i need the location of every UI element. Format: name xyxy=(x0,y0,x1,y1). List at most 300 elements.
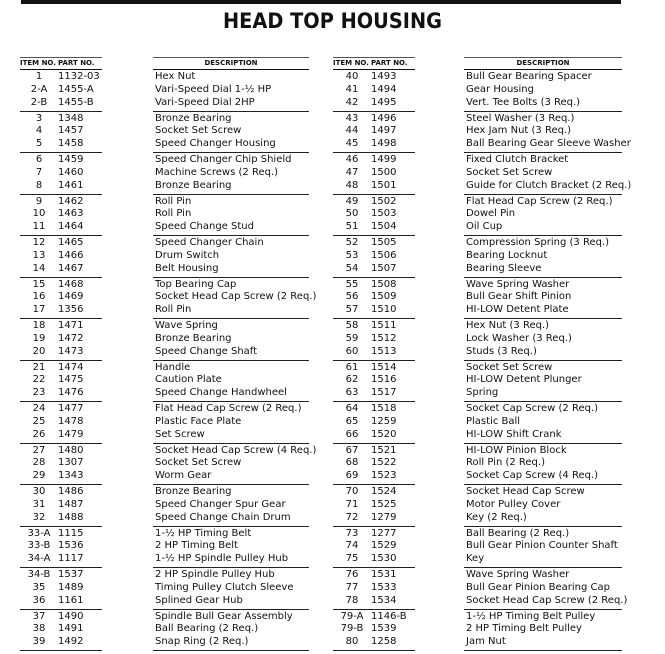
item-no: 51 xyxy=(345,221,359,233)
part-no: 1524 xyxy=(371,486,397,497)
part-group xyxy=(153,195,309,237)
part-description: Caution Plate xyxy=(155,374,222,386)
table-row xyxy=(153,221,309,234)
item-no: 68 xyxy=(345,457,359,469)
part-no-header: PART NO. xyxy=(371,59,408,67)
item-no: 24 xyxy=(32,403,46,414)
part-group xyxy=(153,610,309,652)
table-row xyxy=(153,154,309,167)
part-description: Speed Changer Spur Gear xyxy=(155,498,286,510)
part-group xyxy=(464,278,622,320)
part-no: 1536 xyxy=(58,540,84,552)
part-group xyxy=(20,153,102,195)
table-row xyxy=(20,445,102,458)
part-no: 1348 xyxy=(58,112,84,124)
part-no: 1488 xyxy=(58,511,84,523)
part-no: 1117 xyxy=(58,553,84,565)
part-description: Snap Ring (2 Req.) xyxy=(155,636,249,648)
part-description: Speed Change Chain Drum xyxy=(155,511,291,523)
item-no: 28 xyxy=(32,457,46,469)
table-row xyxy=(20,486,102,499)
table-row xyxy=(464,512,622,525)
table-row xyxy=(333,553,415,566)
part-group xyxy=(20,278,102,320)
table-row xyxy=(333,71,415,84)
table-row xyxy=(20,97,102,110)
table-row xyxy=(464,611,622,624)
table-row xyxy=(153,512,309,525)
part-no: 1258 xyxy=(371,636,397,648)
item-no: 50 xyxy=(345,208,359,220)
table-row xyxy=(333,362,415,375)
part-group xyxy=(333,236,415,278)
table-row xyxy=(333,445,415,458)
table-row xyxy=(464,374,622,387)
table-row xyxy=(464,179,632,193)
part-description: 2 HP Timing Belt Pulley xyxy=(466,623,582,635)
item-no: 62 xyxy=(345,374,359,386)
table-row xyxy=(153,196,309,209)
table-row xyxy=(20,291,102,304)
part-description: Socket Set Screw xyxy=(155,457,242,469)
part-description: Top Bearing Cap xyxy=(155,278,237,290)
item-no: 14 xyxy=(32,262,46,274)
part-no: 1512 xyxy=(371,332,397,344)
part-description: Hex Nut (3 Req.) xyxy=(466,320,550,331)
part-no: 1480 xyxy=(58,444,84,456)
right-description-table xyxy=(464,57,632,651)
table-row xyxy=(20,125,102,138)
table-row xyxy=(333,636,415,649)
table-row xyxy=(464,291,622,304)
part-no: 1514 xyxy=(371,361,397,373)
part-no: 1497 xyxy=(371,125,397,137)
part-group xyxy=(333,610,415,652)
table-row xyxy=(464,304,622,317)
item-no: 2-B xyxy=(30,96,48,108)
table-row xyxy=(464,320,622,333)
table-row xyxy=(333,84,415,97)
table-row xyxy=(333,582,415,595)
part-no: 1525 xyxy=(371,498,397,510)
part-group xyxy=(464,610,622,652)
item-no: 78 xyxy=(345,594,359,606)
left-description-table xyxy=(153,57,317,651)
part-no: 1469 xyxy=(58,291,84,303)
table-row xyxy=(153,374,309,387)
item-no: 64 xyxy=(345,403,359,414)
table-row xyxy=(333,304,415,317)
part-group xyxy=(464,195,622,237)
part-description: Splined Gear Hub xyxy=(155,594,243,606)
part-group xyxy=(20,195,102,237)
item-no: 29 xyxy=(32,470,46,482)
part-group xyxy=(333,361,415,403)
table-row xyxy=(333,457,415,470)
part-no: 1504 xyxy=(371,221,397,233)
item-no: 42 xyxy=(345,96,359,108)
part-no: 1259 xyxy=(371,415,397,427)
part-description: Wave Spring Washer xyxy=(466,278,570,290)
table-row xyxy=(153,444,317,458)
part-group xyxy=(20,568,102,610)
item-no: 66 xyxy=(345,428,359,440)
table-row xyxy=(153,623,309,636)
part-group xyxy=(20,361,102,403)
table-row xyxy=(153,167,309,180)
part-description: Set Screw xyxy=(155,428,205,440)
table-row xyxy=(20,154,102,167)
part-description: Drum Switch xyxy=(155,249,220,261)
part-description: Spindle Bull Gear Assembly xyxy=(155,610,293,622)
table-row xyxy=(333,154,415,167)
part-no: 1463 xyxy=(58,208,84,220)
table-row xyxy=(20,623,102,636)
part-no: 1506 xyxy=(371,249,397,261)
part-description: HI-LOW Pinion Block xyxy=(466,444,567,456)
item-no: 76 xyxy=(345,569,359,580)
table-row xyxy=(333,374,415,387)
item-no: 16 xyxy=(32,291,46,303)
part-no: 1459 xyxy=(58,154,84,165)
part-group xyxy=(464,444,622,486)
table-row xyxy=(464,279,622,292)
part-no: 1507 xyxy=(371,262,397,274)
table-row xyxy=(20,470,102,483)
part-no: 1465 xyxy=(58,237,84,248)
table-row xyxy=(20,250,102,263)
part-description: Motor Pulley Cover xyxy=(466,498,561,510)
table-row xyxy=(20,167,102,180)
part-group xyxy=(153,485,309,527)
part-group xyxy=(333,153,415,195)
item-no: 61 xyxy=(345,361,359,373)
table-row xyxy=(333,291,415,304)
item-no: 12 xyxy=(32,237,46,248)
item-no: 32 xyxy=(32,511,46,523)
table-row xyxy=(20,611,102,624)
part-description: Socket Head Cap Screw (2 Req.) xyxy=(466,594,628,606)
part-description: Steel Washer (3 Req.) xyxy=(466,112,575,124)
table-row xyxy=(464,470,622,483)
part-no: 1530 xyxy=(371,553,397,565)
table-row xyxy=(464,636,622,649)
part-no: 1509 xyxy=(371,291,397,303)
part-no: 1356 xyxy=(58,304,84,316)
table-row xyxy=(153,208,309,221)
table-row xyxy=(333,416,415,429)
table-row xyxy=(333,486,415,499)
part-group xyxy=(153,402,309,444)
part-description: Bull Gear Bearing Spacer xyxy=(466,71,592,82)
part-no: 1279 xyxy=(371,511,397,523)
part-description: Speed Change Stud xyxy=(155,221,254,233)
table-row xyxy=(20,540,102,553)
part-group xyxy=(153,153,309,195)
item-no: 37 xyxy=(32,610,46,622)
part-group xyxy=(464,361,622,403)
part-no: 1508 xyxy=(371,278,397,290)
table-row xyxy=(464,416,622,429)
part-no: 1505 xyxy=(371,237,397,248)
table-row xyxy=(464,333,622,346)
table-row xyxy=(20,84,102,97)
table-row xyxy=(153,416,309,429)
part-description: Timing Pulley Clutch Sleeve xyxy=(155,581,294,593)
table-row xyxy=(464,237,622,250)
part-description: Key xyxy=(466,553,485,565)
part-no: 1458 xyxy=(58,138,84,150)
table-row xyxy=(464,113,622,126)
part-group xyxy=(464,485,622,527)
item-no: 80 xyxy=(345,636,359,648)
table-row xyxy=(464,138,631,151)
part-no: 1464 xyxy=(58,221,84,233)
table-row xyxy=(333,569,415,582)
part-description: Socket Head Cap Screw (2 Req.) xyxy=(155,291,317,303)
table-row xyxy=(333,320,415,333)
part-group xyxy=(333,112,415,154)
part-group xyxy=(333,568,415,610)
part-no: 1462 xyxy=(58,195,84,207)
table-row xyxy=(333,237,415,250)
part-no: 1486 xyxy=(58,486,84,497)
table-row xyxy=(153,250,309,263)
item-no-header: ITEM NO. xyxy=(333,59,369,67)
part-group xyxy=(20,485,102,527)
table-row xyxy=(20,304,102,317)
item-no: 34-A xyxy=(27,553,51,565)
part-description: Bronze Bearing xyxy=(155,179,232,191)
table-row xyxy=(464,263,622,276)
part-description: Vari-Speed Dial 1-½ HP xyxy=(155,83,272,95)
table-row xyxy=(333,113,415,126)
part-description: HI-LOW Detent Plate xyxy=(466,304,569,316)
table-row xyxy=(464,221,622,234)
part-group xyxy=(333,195,415,237)
table-row xyxy=(333,250,415,263)
item-no: 39 xyxy=(32,636,46,648)
item-no: 5 xyxy=(35,138,43,150)
part-no: 1534 xyxy=(371,594,397,606)
table-row xyxy=(20,333,102,346)
part-no: 1457 xyxy=(58,125,84,137)
table-row xyxy=(153,125,309,138)
part-no-header: PART NO. xyxy=(58,59,95,67)
table-row xyxy=(20,595,102,608)
table-row xyxy=(464,403,622,416)
part-description: 2 HP Timing Belt xyxy=(155,540,238,552)
item-no: 3 xyxy=(35,112,43,124)
item-no: 59 xyxy=(345,332,359,344)
table-row xyxy=(20,138,102,151)
table-row xyxy=(464,97,622,110)
table-row xyxy=(20,553,102,566)
table-row xyxy=(464,594,628,608)
item-no: 19 xyxy=(32,332,46,344)
item-no: 46 xyxy=(345,154,359,165)
item-no: 72 xyxy=(345,511,359,523)
table-row xyxy=(464,623,622,636)
table-row xyxy=(153,528,309,541)
part-group xyxy=(153,444,317,486)
page-title: HEAD TOP HOUSING xyxy=(223,9,442,33)
table-row xyxy=(464,125,622,138)
part-no: 1520 xyxy=(371,428,397,440)
part-group xyxy=(153,319,309,361)
item-no: 20 xyxy=(32,345,46,357)
description-header: DESCRIPTION xyxy=(464,57,622,70)
part-no: 1502 xyxy=(371,195,397,207)
table-row xyxy=(464,167,622,180)
part-description: 2 HP Spindle Pulley Hub xyxy=(155,569,275,580)
table-row xyxy=(464,429,622,442)
part-description: Bronze Bearing xyxy=(155,486,232,497)
part-no: 1473 xyxy=(58,345,84,357)
part-no: 1477 xyxy=(58,403,84,414)
table-row xyxy=(333,196,415,209)
part-description: Vari-Speed Dial 2HP xyxy=(155,96,255,108)
item-no: 11 xyxy=(32,221,46,233)
part-no: 1510 xyxy=(371,304,397,316)
part-group xyxy=(153,278,317,320)
item-no: 1 xyxy=(35,71,43,82)
part-group xyxy=(333,319,415,361)
table-row xyxy=(333,429,415,442)
item-no: 69 xyxy=(345,470,359,482)
part-description: Plastic Face Plate xyxy=(155,415,242,427)
table-row xyxy=(20,263,102,276)
item-no: 54 xyxy=(345,262,359,274)
item-no: 7 xyxy=(35,166,43,178)
table-row xyxy=(153,320,309,333)
part-no: 1498 xyxy=(371,138,397,150)
item-no: 70 xyxy=(345,486,359,497)
item-no: 33-B xyxy=(27,540,51,552)
part-description: Speed Change Handwheel xyxy=(155,387,287,399)
item-no: 58 xyxy=(345,320,359,331)
table-row xyxy=(153,553,309,566)
table-row xyxy=(464,499,622,512)
table-row xyxy=(333,403,415,416)
part-description: Worm Gear xyxy=(155,470,212,482)
part-description: Plastic Ball xyxy=(466,415,521,427)
table-row xyxy=(464,71,622,84)
item-no: 57 xyxy=(345,304,359,316)
part-description: Ball Bearing (2 Req.) xyxy=(155,623,259,635)
item-no: 77 xyxy=(345,581,359,593)
table-row xyxy=(153,279,309,292)
part-group xyxy=(20,236,102,278)
item-no: 53 xyxy=(345,249,359,261)
table-row xyxy=(333,279,415,292)
part-no: 1531 xyxy=(371,569,397,580)
item-no: 33-A xyxy=(27,527,51,539)
item-no: 13 xyxy=(32,249,46,261)
item-no: 65 xyxy=(345,415,359,427)
part-no: 1511 xyxy=(371,320,397,331)
item-no: 48 xyxy=(345,179,359,191)
part-group xyxy=(333,70,415,112)
table-row xyxy=(20,113,102,126)
item-no: 41 xyxy=(345,83,359,95)
part-description: 1-½ HP Spindle Pulley Hub xyxy=(155,553,289,565)
part-description: Speed Changer Chip Shield xyxy=(155,154,292,165)
part-group xyxy=(464,319,622,361)
table-row xyxy=(20,180,102,193)
part-no: 1501 xyxy=(371,179,397,191)
item-no: 79-B xyxy=(340,623,364,635)
table-row xyxy=(20,429,102,442)
part-no: 1471 xyxy=(58,320,84,331)
part-no: 1521 xyxy=(371,444,397,456)
table-row xyxy=(464,250,622,263)
part-no: 1115 xyxy=(58,527,84,539)
table-row xyxy=(153,304,309,317)
part-description: Speed Changer Chain xyxy=(155,237,264,248)
table-row xyxy=(333,611,415,624)
table-row xyxy=(20,582,102,595)
part-no: 1529 xyxy=(371,540,397,552)
part-group xyxy=(20,319,102,361)
part-description: Hex Jam Nut (3 Req.) xyxy=(466,125,572,137)
part-description: Handle xyxy=(155,361,191,373)
part-no: 1513 xyxy=(371,345,397,357)
table-row xyxy=(464,540,622,553)
part-description: Roll Pin xyxy=(155,195,192,207)
table-row xyxy=(333,346,415,359)
table-row xyxy=(153,346,309,359)
item-no: 17 xyxy=(32,304,46,316)
part-group xyxy=(153,112,309,154)
part-description: Fixed Clutch Bracket xyxy=(466,154,569,165)
item-no: 45 xyxy=(345,138,359,150)
table-row xyxy=(333,263,415,276)
item-no: 31 xyxy=(32,498,46,510)
part-no: 1475 xyxy=(58,374,84,386)
table-row xyxy=(20,528,102,541)
table-row xyxy=(464,196,622,209)
part-description: Socket Set Screw xyxy=(466,361,553,373)
part-no: 1489 xyxy=(58,581,84,593)
part-no: 1277 xyxy=(371,527,397,539)
item-no: 27 xyxy=(32,444,46,456)
item-no: 71 xyxy=(345,498,359,510)
part-no: 1500 xyxy=(371,166,397,178)
table-row xyxy=(464,569,622,582)
part-no: 1493 xyxy=(371,71,397,82)
part-group xyxy=(20,444,102,486)
item-no: 44 xyxy=(345,125,359,137)
table-row xyxy=(20,403,102,416)
part-group xyxy=(153,70,309,112)
part-description: Roll Pin (2 Req.) xyxy=(466,457,545,469)
table-row xyxy=(20,362,102,375)
item-no-header: ITEM NO. xyxy=(20,59,56,67)
table-row xyxy=(153,429,309,442)
part-description: Roll Pin xyxy=(155,208,192,220)
part-no: 1460 xyxy=(58,166,84,178)
right-num-header xyxy=(333,57,415,70)
table-row xyxy=(20,346,102,359)
part-group xyxy=(464,402,622,444)
item-no: 55 xyxy=(345,278,359,290)
part-no: 1518 xyxy=(371,403,397,414)
part-description: Wave Spring xyxy=(155,320,218,331)
table-row xyxy=(153,540,309,553)
item-no: 43 xyxy=(345,112,359,124)
part-group xyxy=(333,485,415,527)
